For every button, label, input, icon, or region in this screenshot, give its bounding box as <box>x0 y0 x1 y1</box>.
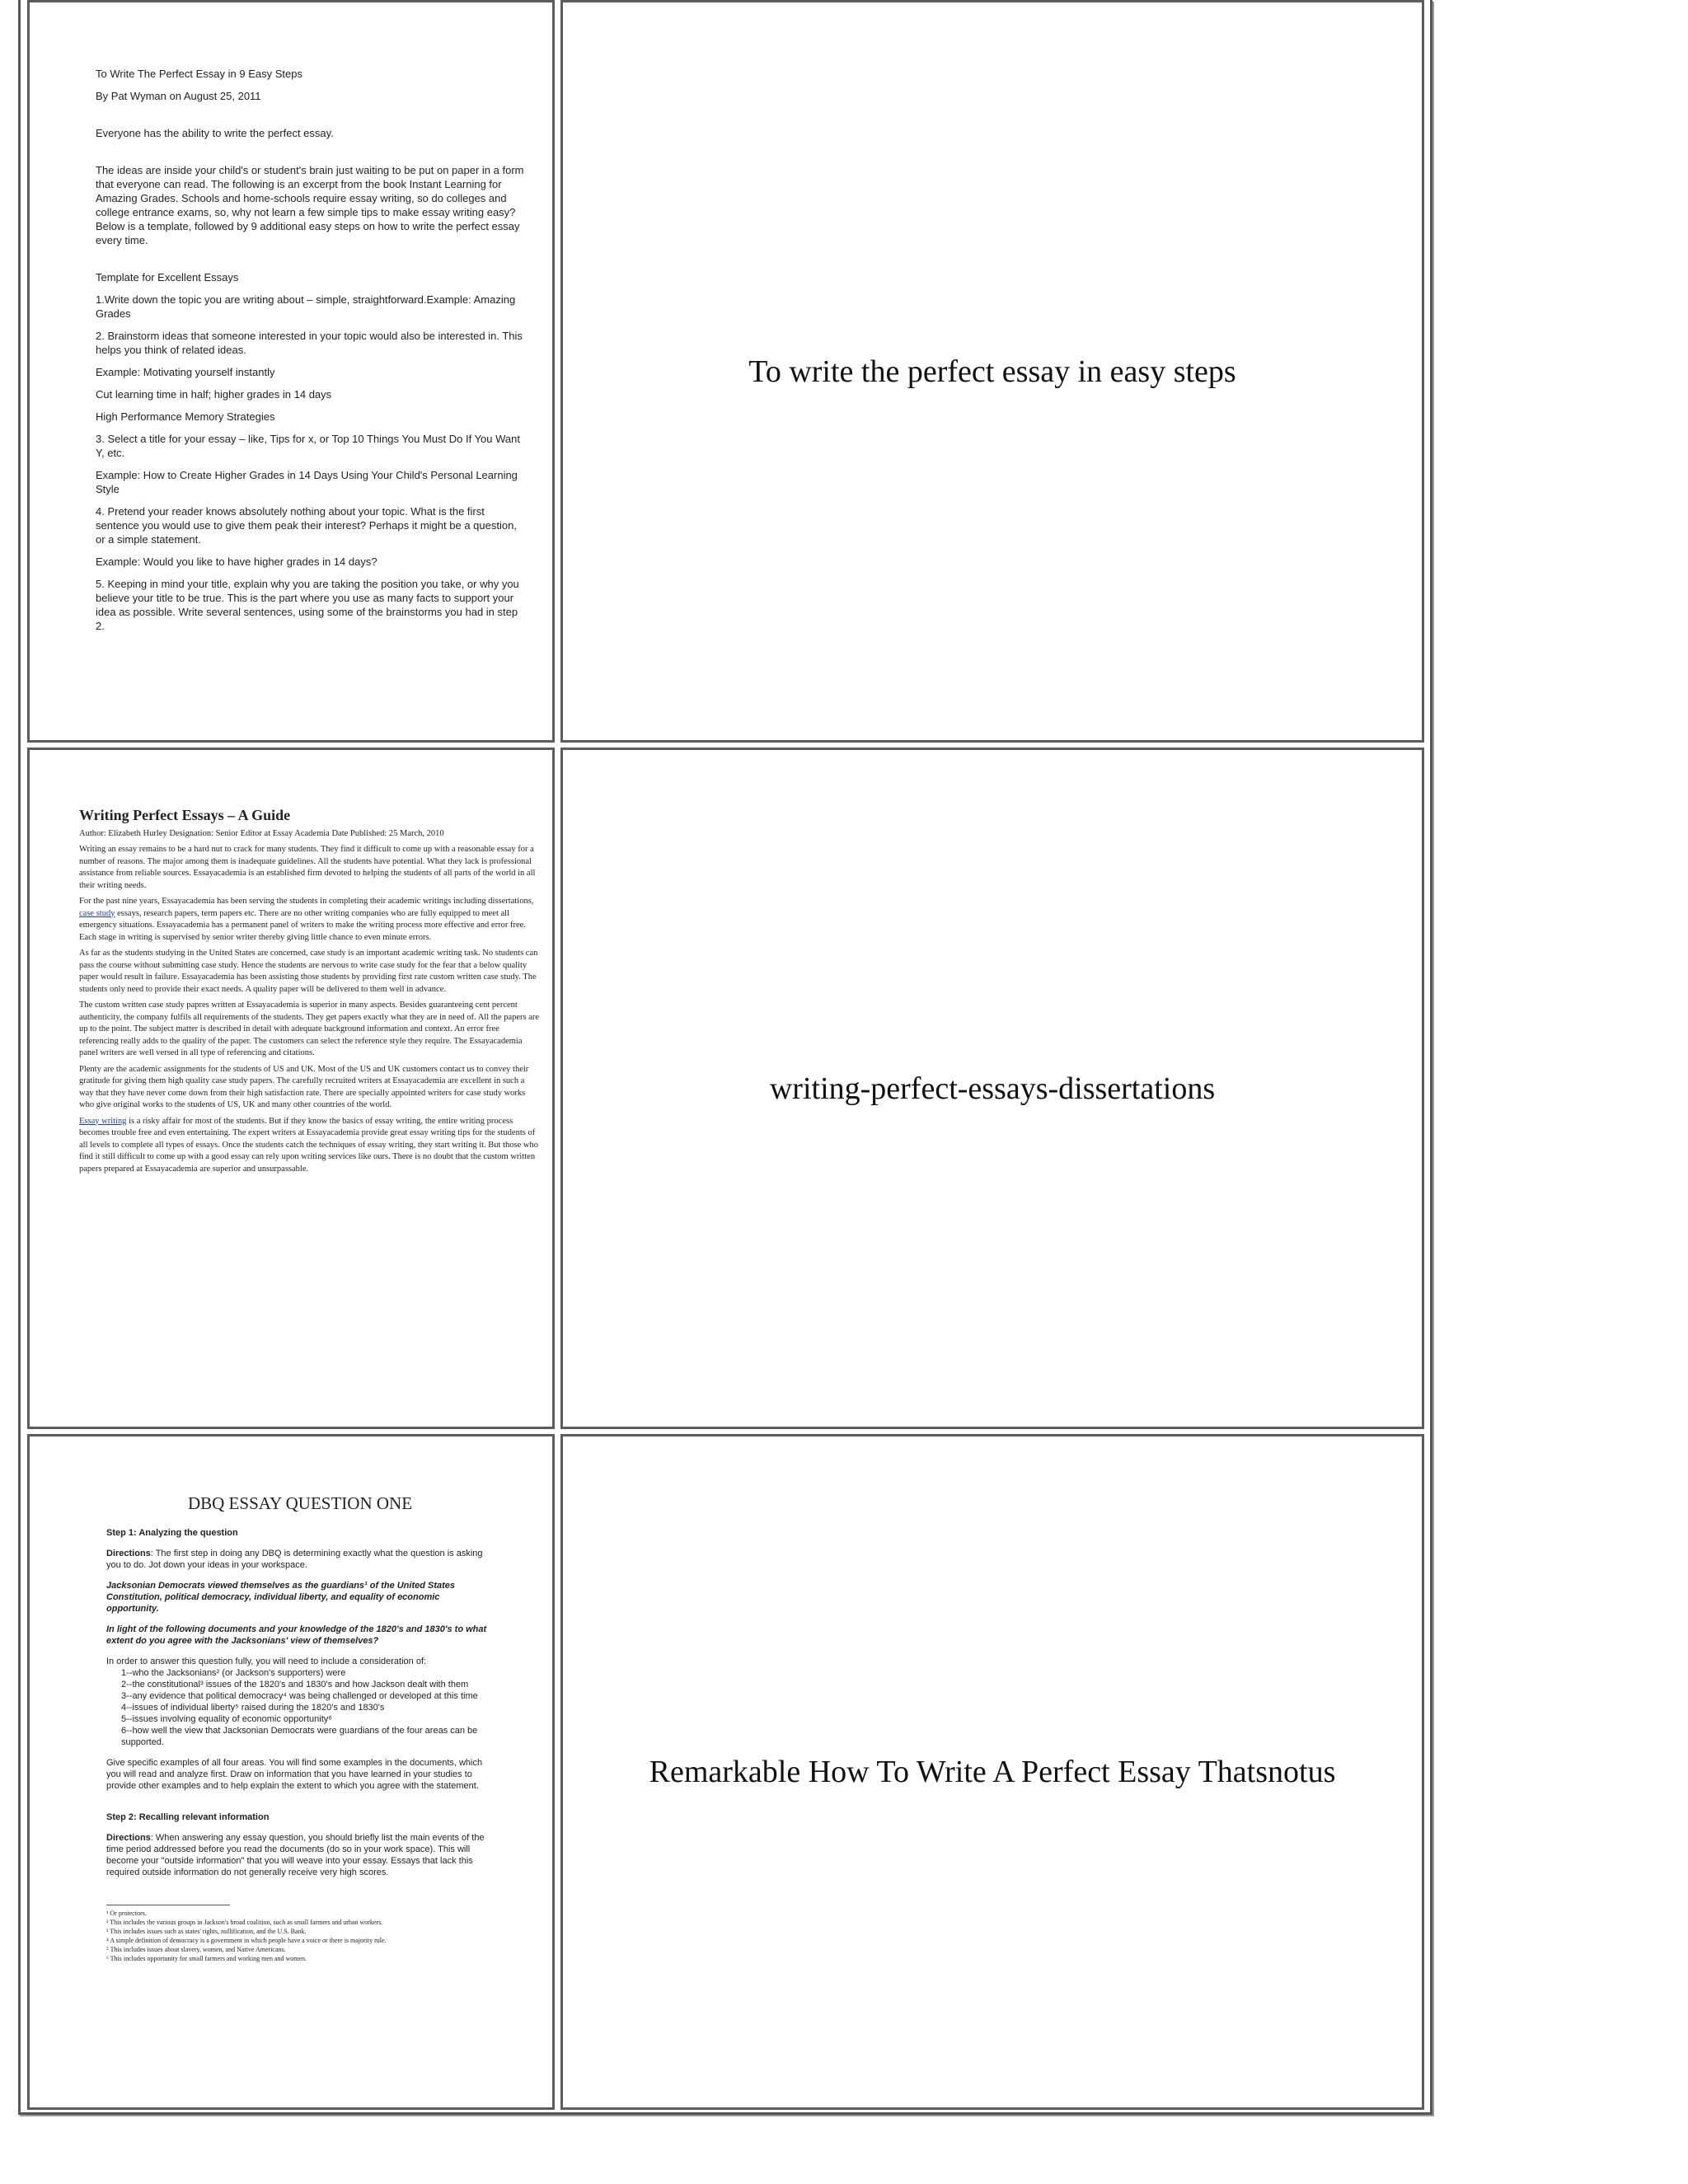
list-item: 6--how well the view that Jacksonian Democrats were guardians of the four areas can be supported. <box>121 1726 478 1747</box>
document-preview <box>96 67 524 641</box>
doc-paragraph: Cut learning time in half; higher grades in 14 days <box>96 388 332 401</box>
list-item: 2--the constitutional³ issues of the 1820's and 1830's and how Jackson dealt with them <box>121 1680 469 1690</box>
essay-writing-link[interactable]: Essay writing <box>79 1116 127 1126</box>
footnote: ⁵ This includes issues about slavery, women, and Native Americans. <box>106 1946 286 1953</box>
list-item: 1--who the Jacksonians² (or Jackson's supporters) were <box>121 1668 346 1678</box>
thumbnail-dbq-essay[interactable] <box>27 1434 555 2110</box>
doc-text: : The first step in doing any DBQ is determining exactly what the question is asking you to do. Jot down your ideas in your workspace. <box>106 1549 483 1570</box>
doc-paragraph <box>79 1116 541 1176</box>
footnote: ⁶ This includes opportunity for small farmers and working men and women. <box>106 1955 307 1962</box>
document-preview <box>106 1493 494 1963</box>
doc-paragraph: 4. Pretend your reader knows absolutely nothing about your topic. What is the first sentence you would use to give them peak their interest? Perhaps it might be a question, or a simple statement. <box>96 505 517 546</box>
doc-paragraph: High Performance Memory Strategies <box>96 410 275 423</box>
list-item: 5--issues involving equality of economic opportunity⁶ <box>121 1714 332 1724</box>
doc-title: DBQ ESSAY QUESTION ONE <box>187 1493 413 1513</box>
doc-paragraph: Writing an essay remains to be a hard nut to crack for many students. They find it difficult to come up with a reasonable essay for a number of reasons. The major among them is inadequate guidelines. All the students have potential. What they lack is professional assistance from reliable sources. Essayacademia is an established firm devoted to helping the students of all parts of the world in all their writing needs. <box>79 845 536 890</box>
image-caption: Remarkable How To Write A Perfect Essay Thatsnotus <box>649 1755 1336 1789</box>
footnote: ¹ Or protectors. <box>106 1910 147 1917</box>
doc-title: To Write The Perfect Essay in 9 Easy Steps <box>96 68 302 80</box>
doc-text: essays, research papers, term papers etc. There are no other writing companies who are fully equipped to meet all emergency situations. Essayacademia has a permanent panel of writers to make the writing process more effective and error free. Each stage in writing is supervised by senior writer thereby giving little chance to even minute errors. <box>79 908 526 942</box>
image-caption: writing-perfect-essays-dissertations <box>769 1071 1216 1106</box>
doc-paragraph: In order to answer this question fully, you will need to include a consideration of: <box>106 1657 427 1666</box>
doc-quote: In light of the following documents and your knowledge of the 1820's and 1830's to what extent do you agree with the Jacksonians' view of themselves? <box>106 1624 487 1646</box>
doc-byline: By Pat Wyman on August 25, 2011 <box>96 90 261 102</box>
doc-paragraph: 3. Select a title for your essay – like, Tips for x, or Top 10 Things You Must Do If You Want Y, etc. <box>96 433 520 459</box>
doc-paragraph: As far as the students studying in the United States are concerned, case study is an important academic writing task. No students can pass the course without submitting case study. Hence the students are nervous to write case study for the fear that a below quality paper would result in failure. Essayacademia has been assisting those students by providing first rate custom written case study. The students only need to provide their exact needs. A quality paper will be delivered to them well in advance. <box>79 949 538 994</box>
caption-cell-3[interactable] <box>560 1434 1424 2110</box>
doc-paragraph <box>106 1548 494 1571</box>
caption-cell-2[interactable] <box>560 748 1424 1429</box>
step-heading: Step 1: Analyzing the question <box>106 1528 238 1538</box>
doc-text: is a risky affair for most of the students. But if they know the basics of essay writing, the entire writing process becomes trouble free and even entertaining. The expert writers at Essayacademia provide great essay writing tips for the students of all levels to complete all types of essays. Once the students catch the techniques of essay writing, they start writing it. But those who find it still difficult to come up with a good essay can rely upon writing services like ours. There is no doubt that the custom written papers prepared at Essayacademia are superior and unsurpassable. <box>79 1116 538 1174</box>
doc-paragraph: Give specific examples of all four areas. You will find some examples in the documents, which you will read and analyze first. Draw on information that you have learned in your studies to provide other examples and to help explain the extent to which you agree with the statement. <box>106 1758 483 1791</box>
document-preview <box>79 809 541 1179</box>
doc-paragraph: The ideas are inside your child's or student's brain just waiting to be put on paper in a form that everyone can read. The following is an excerpt from the book Instant Learning for Amazing Grades. Schools and home-schools require essay writing, so do colleges and college entrance exams, so, why not learn a few simple tips to make essay writing easy? Below is a template, followed by 9 additional easy steps on how to write the perfect essay every time. <box>96 164 524 246</box>
doc-paragraph <box>106 1832 494 1878</box>
directions-label: Directions <box>106 1833 151 1843</box>
footnote: ⁴ A simple definition of democracy is a government in which people have a voice or there is majority rule. <box>106 1937 387 1944</box>
doc-title: Writing Perfect Essays – A Guide <box>79 807 291 823</box>
thumbnail-essay-steps[interactable] <box>27 0 555 743</box>
doc-text: For the past nine years, Essayacademia has been serving the students in completing their academic writings including dissertations, <box>79 897 534 906</box>
doc-paragraph: Everyone has the ability to write the perfect essay. <box>96 127 334 139</box>
doc-paragraph: Example: How to Create Higher Grades in 14 Days Using Your Child's Personal Learning Style <box>96 469 518 495</box>
doc-paragraph: The custom written case study papres written at Essayacademia is superior in many aspects. Besides guaranteeing cent percent authenticity, the company fulfils all requirements of the students. They get papers exactly what they are in need of. All the papers are up to the point. The subject matter is described in detail with adequate background information and context. An error free referencing really adds to the quality of the paper. The customers can select the reference style they require. The Essayacademia panel writers are well versed in all type of referencing and citations. <box>79 1001 540 1057</box>
step-heading: Step 2: Recalling relevant information <box>106 1812 270 1822</box>
doc-paragraph: 5. Keeping in mind your title, explain why you are taking the position you take, or why you believe your title to be true. This is the part where you use as many facts to support your idea as possible. Write several sentences, using some of the brainstorms you had in step 2. <box>96 578 519 632</box>
list-item: 4--issues of individual liberty⁵ raised during the 1820's and 1830's <box>121 1703 385 1713</box>
doc-text: : When answering any essay question, you should briefly list the main events of the time period addressed before you read the documents (do so in your work space). This will become your "outside information" that you will weave into your essay. Essays that lack this required outside information do not generally receive very high scores. <box>106 1833 485 1877</box>
doc-paragraph: 1.Write down the topic you are writing about – simple, straightforward.Example: Amazing Grades <box>96 293 516 320</box>
case-study-link[interactable]: case study <box>79 908 115 918</box>
caption-cell-1[interactable] <box>560 0 1424 743</box>
directions-label: Directions <box>106 1549 151 1558</box>
doc-paragraph: Example: Would you like to have higher grades in 14 days? <box>96 555 377 568</box>
doc-heading: Template for Excellent Essays <box>96 271 239 284</box>
doc-quote: Jacksonian Democrats viewed themselves as the guardians¹ of the United States Constitution, political democracy, individual liberty, and equality of economic opportunity. <box>106 1581 456 1614</box>
doc-paragraph: 2. Brainstorm ideas that someone interested in your topic would also be interested in. This helps you think of related ideas. <box>96 330 523 356</box>
doc-meta: Author: Elizabeth Hurley Designation: Senior Editor at Essay Academia Date Published: 25 March, 2010 <box>79 828 444 838</box>
doc-paragraph: Plenty are the academic assignments for the students of US and UK. Most of the US and UK customers contact us to convey their gratitude for giving them high quality case study papers. The carefully recruited writers at Essayacademia are excellent in such a way that they have never come down from their high satisfaction rate. There are specially appointed writers for case study works who give original works to the students of US, UK and many other countries of the world. <box>79 1064 529 1109</box>
doc-paragraph: Example: Motivating yourself instantly <box>96 366 275 378</box>
image-caption: To write the perfect essay in easy steps <box>748 354 1236 389</box>
thumbnail-writing-guide[interactable] <box>27 748 555 1429</box>
footnote: ² This includes the various groups in Jackson's broad coalition, such as small farmers and urban workers. <box>106 1919 383 1926</box>
footnote: ³ This includes issues such as states' rights, nullification, and the U.S. Bank. <box>106 1928 307 1935</box>
list-item: 3--any evidence that political democracy⁴ was being challenged or developed at this time <box>121 1691 478 1701</box>
doc-paragraph <box>79 896 541 944</box>
